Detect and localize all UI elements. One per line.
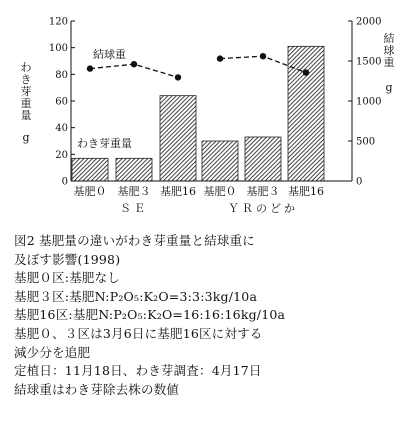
x-tick-label: 基肥３ bbox=[117, 185, 151, 198]
line-point bbox=[260, 53, 266, 59]
annotation-label: わき芽重量 bbox=[77, 137, 132, 150]
bar bbox=[245, 137, 281, 181]
line-point bbox=[131, 61, 137, 67]
x-tick-label: 基肥16 bbox=[288, 185, 324, 198]
caption-line: 減少分を追肥 bbox=[14, 344, 91, 360]
left-axis-unit: g bbox=[22, 131, 30, 144]
x-axis-labels bbox=[74, 184, 325, 215]
line-point bbox=[303, 69, 309, 75]
right-axis bbox=[348, 17, 381, 188]
annotations bbox=[77, 47, 132, 150]
caption-line: 基肥０、３区は3月6日に基肥16区に対する bbox=[14, 325, 263, 341]
line-point bbox=[87, 65, 93, 71]
line-point bbox=[175, 74, 181, 80]
x-tick-label: 基肥０ bbox=[73, 185, 107, 198]
x-tick-label: 基肥０ bbox=[203, 185, 237, 198]
left-tick-label: 20 bbox=[55, 149, 68, 161]
right-axis-title: 結球重 bbox=[383, 32, 395, 69]
left-axis-title: わき芽重量 bbox=[20, 61, 32, 122]
left-tick-label: 60 bbox=[55, 96, 68, 108]
caption-line: 図2 基肥量の違いがわき芽重量と結球重に bbox=[14, 233, 255, 248]
caption-line: 基肥０区:基肥なし bbox=[14, 270, 121, 286]
caption-line: 基肥３区:基肥N:P₂O₅:K₂O=3:3:3kg/10a bbox=[14, 288, 258, 304]
bar bbox=[116, 158, 152, 181]
bar bbox=[288, 46, 324, 181]
x-tick-label: 基肥16 bbox=[160, 185, 196, 198]
group-label: ＳＥ bbox=[120, 202, 148, 215]
bar bbox=[202, 141, 238, 181]
right-tick-label: 2000 bbox=[356, 16, 382, 28]
x-tick-label: 基肥３ bbox=[246, 185, 280, 198]
left-tick-label: 80 bbox=[55, 69, 68, 81]
bar bbox=[160, 96, 196, 181]
right-tick-label: 1500 bbox=[356, 56, 382, 68]
left-tick-label: 120 bbox=[48, 16, 68, 28]
right-tick-label: 500 bbox=[356, 136, 376, 148]
caption-line: 基肥16区:基肥N:P₂O₅:K₂O=16:16:16kg/10a bbox=[14, 307, 286, 323]
line-point bbox=[217, 55, 223, 61]
right-axis-unit: g bbox=[385, 81, 393, 94]
bar bbox=[72, 158, 108, 181]
chart bbox=[0, 0, 409, 220]
annotation-label: 結球重 bbox=[93, 48, 126, 61]
left-tick-label: 100 bbox=[48, 43, 68, 55]
figure-caption bbox=[14, 232, 406, 399]
left-tick-label: 40 bbox=[55, 123, 68, 135]
group-label: ＹＲのどか bbox=[228, 202, 298, 215]
caption-line: 及ぼす影響(1998) bbox=[14, 251, 121, 267]
caption-line: 結球重はわき芽除去株の数値 bbox=[14, 381, 180, 397]
right-tick-label: 0 bbox=[356, 176, 363, 188]
left-tick-label: 0 bbox=[61, 176, 68, 188]
right-tick-label: 1000 bbox=[356, 96, 382, 108]
caption-line: 定植日：11月18日、わき芽調査：4月17日 bbox=[14, 363, 262, 379]
